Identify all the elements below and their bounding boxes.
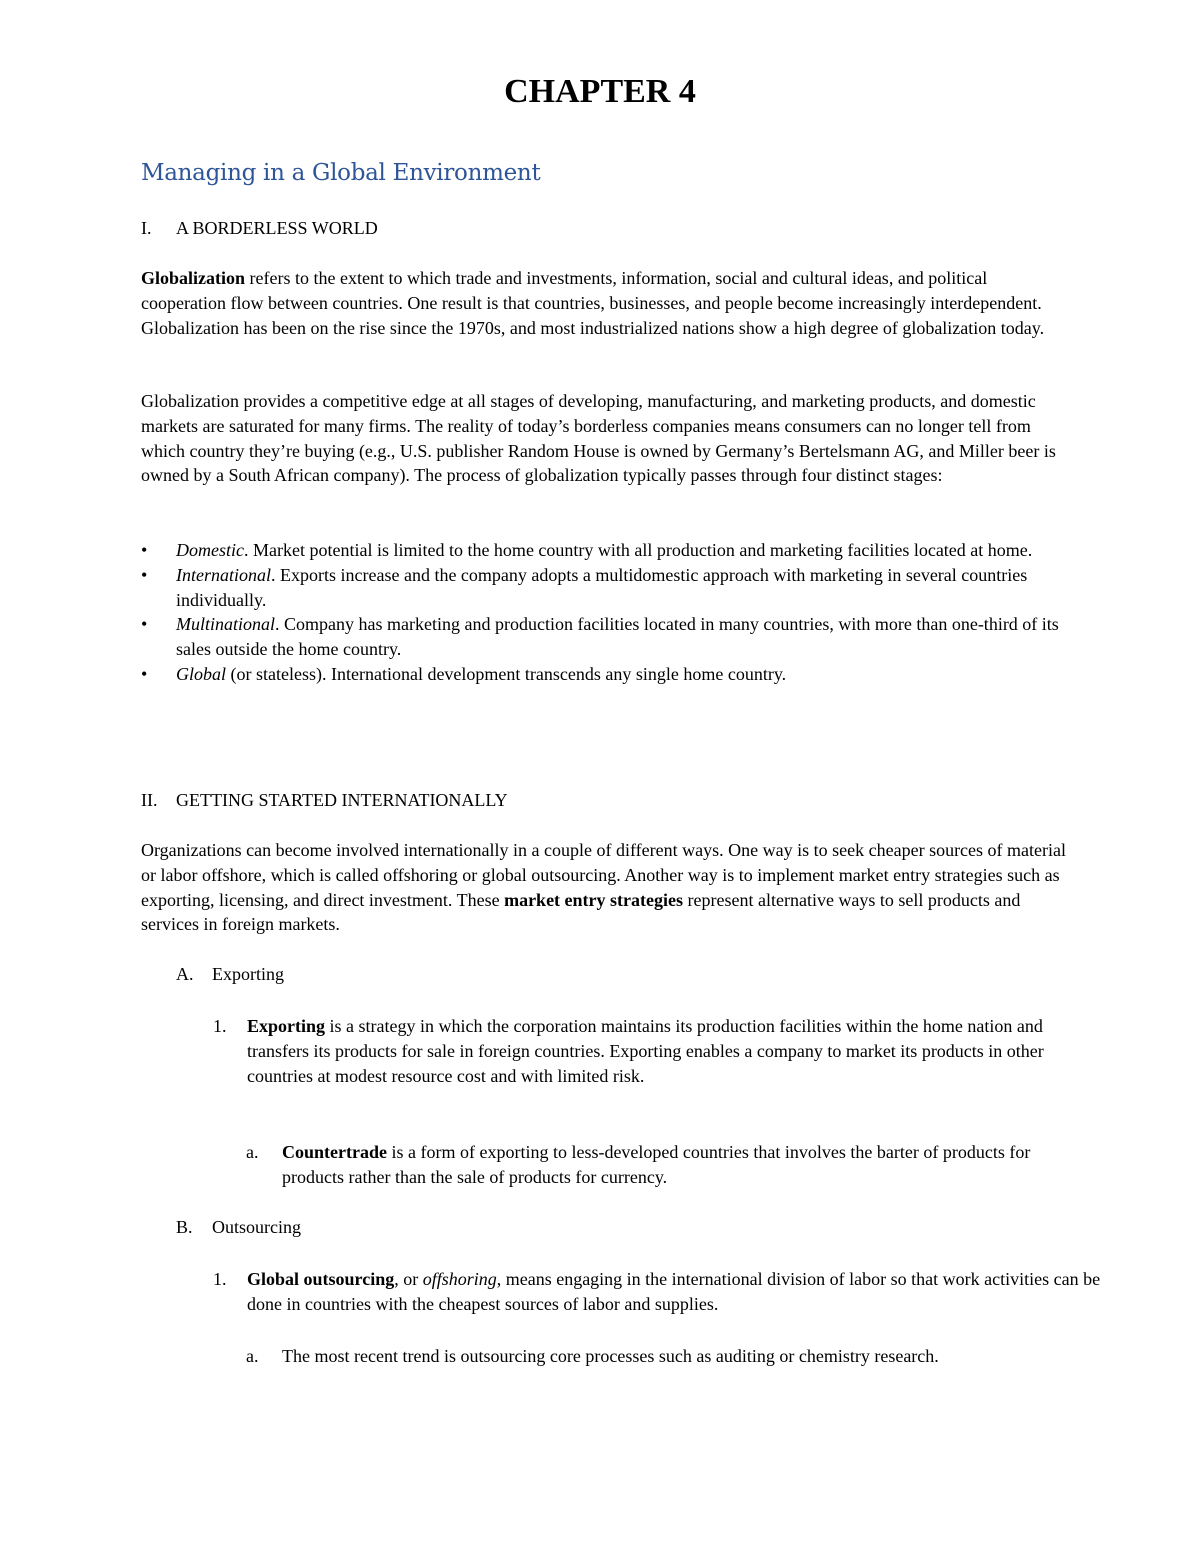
- section-1-heading: [141, 216, 378, 240]
- market-entry-term: market entry strategies: [504, 889, 684, 910]
- exporting-term: Exporting: [247, 1016, 326, 1036]
- stage-term: Domestic: [176, 540, 244, 560]
- core-process-outsourcing-text: The most recent trend is outsourcing core processes such as auditing or chemistry research.: [282, 1346, 939, 1366]
- bullet-marker: •: [141, 614, 148, 635]
- stage-term: Global: [176, 663, 227, 684]
- item-number: 1.: [213, 1269, 227, 1289]
- subsection-b-heading: [176, 1215, 301, 1239]
- stage-term: International: [176, 564, 271, 585]
- global-outsourcing-text: , means engaging in the international division of labor so that work activities can be done in countries with the cheapest sources of labor and supplies.: [247, 1269, 1101, 1314]
- countertrade-text: is a form of exporting to less-developed countries that involves the barter of products for products rather than the sale of products for currency.: [282, 1142, 1031, 1187]
- section-1-numeral: I.: [141, 218, 152, 238]
- stage-term: Multinational: [176, 614, 275, 635]
- countertrade-term: Countertrade: [282, 1142, 387, 1162]
- chapter-subtitle: Managing in a Global Environment: [141, 160, 541, 186]
- stage-description: . Exports increase and the company adopts a multidomestic approach with marketing in several countries individually.: [176, 564, 1028, 610]
- subsection-a-letter: A.: [176, 964, 194, 984]
- global-outsourcing-connector: , or: [394, 1269, 423, 1289]
- subsection-a-title: Exporting: [212, 964, 284, 984]
- stage-description: (or stateless). International development transcends any single home country.: [226, 663, 787, 684]
- bullet-marker: •: [141, 564, 148, 585]
- section-2-heading: [141, 788, 508, 812]
- list-item: [141, 612, 1066, 662]
- section-2-title: GETTING STARTED INTERNATIONALLY: [176, 790, 508, 810]
- offshoring-term: offshoring: [422, 1269, 497, 1289]
- stage-description: . Company has marketing and production facilities located in many countries, with more than one-third of its sales outside the home country.: [176, 614, 1059, 660]
- subsection-b-letter: B.: [176, 1217, 193, 1237]
- item-letter: a.: [246, 1142, 259, 1162]
- list-item: [141, 662, 1066, 687]
- stage-description: . Market potential is limited to the home country with all production and marketing facilities located at home.: [243, 540, 1033, 560]
- list-item: [141, 563, 1066, 613]
- globalization-stages-paragraph: Globalization provides a competitive edge at all stages of developing, manufacturing, and marketing products, and domestic markets are saturated for many firms. The reality of today’s borderless companies means consumers can no longer tell from which country they’re buying (e.g., U.S. publisher Random House is owned by Germany’s Bertelsmann AG, and Miller beer is owned by a South African company). The process of globalization typically passes through four distinct stages:: [141, 391, 1056, 486]
- exporting-text: is a strategy in which the corporation maintains its production facilities within the home nation and transfers its products for sale in foreign countries. Exporting enables a company to market its products in other countries at modest resource cost and with limited risk.: [247, 1016, 1044, 1086]
- bullet-marker: •: [141, 540, 148, 560]
- globalization-definition-text: refers to the extent to which trade and investments, information, social and cultural ideas, and political cooperation flow between countries. One result is that countries, businesses, and people become increasingly interdependent. Globalization has been on the rise since the 1970s, and most industrialized nations show a high degree of globalization today.: [141, 268, 1045, 338]
- chapter-title: CHAPTER 4: [504, 73, 696, 110]
- globalization-stages-list: [141, 538, 1066, 687]
- section-1-title: A BORDERLESS WORLD: [176, 218, 378, 238]
- market-entry-text: Organizations can become involved internationally in a couple of different ways. One way is to seek cheaper sources of material or labor offshore, which is called offshoring or global outsourcing. Another way is to implement market entry strategies such as exporting, licensing, and direct investment. These: [141, 840, 1067, 910]
- bullet-marker: •: [141, 663, 148, 684]
- countertrade-item: [246, 1140, 1092, 1190]
- subsection-b-title: Outsourcing: [212, 1217, 301, 1237]
- subsection-a-heading: [176, 962, 284, 986]
- exporting-item: [213, 1014, 1102, 1088]
- global-outsourcing-item: [213, 1267, 1102, 1317]
- market-entry-paragraph: [141, 838, 1066, 937]
- global-outsourcing-term: Global outsourcing: [247, 1269, 395, 1289]
- market-entry-tail: represent alternative ways to sell products and services in foreign markets.: [141, 889, 1021, 935]
- item-letter: a.: [246, 1346, 259, 1366]
- core-process-outsourcing-item: [246, 1344, 1092, 1369]
- globalization-term: Globalization: [141, 268, 246, 288]
- list-item: [141, 538, 1066, 563]
- section-2-numeral: II.: [141, 790, 158, 810]
- item-number: 1.: [213, 1016, 227, 1036]
- globalization-definition-paragraph: [141, 266, 1066, 340]
